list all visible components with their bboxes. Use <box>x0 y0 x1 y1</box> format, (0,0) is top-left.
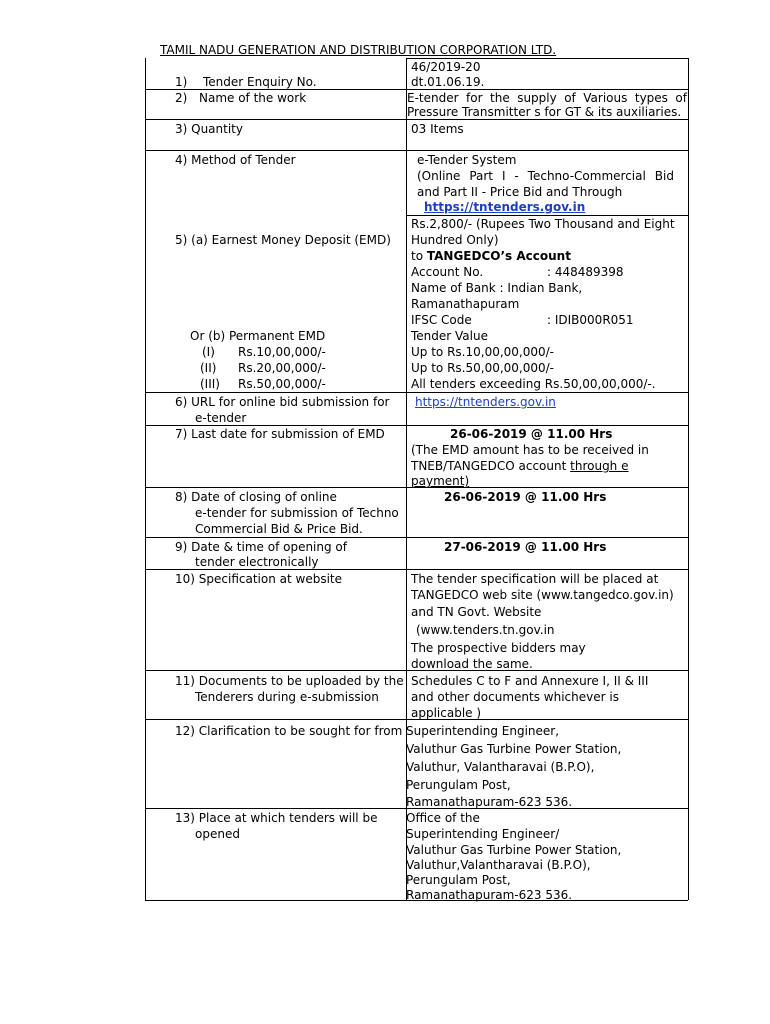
text: through e <box>570 459 629 473</box>
word: E-tender <box>407 91 459 105</box>
row-7-value: (The EMD amount has to be received in <box>411 443 649 457</box>
tender-value-heading: Tender Value <box>411 329 488 343</box>
row-10-value: TANGEDCO web site (www.tangedco.gov.in) <box>411 588 674 602</box>
row-divider <box>145 150 688 151</box>
word: for <box>466 91 483 105</box>
row-2-value <box>407 91 687 105</box>
table-top-line <box>406 58 688 59</box>
row-divider <box>145 569 688 570</box>
text: to <box>411 249 427 263</box>
word: the <box>490 91 510 105</box>
row-10-value: download the same. <box>411 657 533 671</box>
emd-tier-amount: Rs.20,00,000/- <box>238 361 326 375</box>
tender-value-tier: All tenders exceeding Rs.50,00,00,000/-. <box>411 377 656 391</box>
row-10-value: (www.tenders.tn.gov.in <box>416 623 555 637</box>
row-12-label: 12) Clarification to be sought for from <box>175 724 403 738</box>
row-9-label: 9) Date & time of opening of <box>175 540 347 554</box>
row-divider <box>145 119 688 120</box>
row-10-value: The tender specification will be placed at <box>411 572 659 586</box>
document-title: TAMIL NADU GENERATION AND DISTRIBUTION CORPORATION LTD. <box>160 43 557 57</box>
word: supply <box>517 91 557 105</box>
row-6-label: e-tender <box>195 411 247 425</box>
row-13-label: opened <box>195 827 240 841</box>
row-6-label: 6) URL for online bid submission for <box>175 395 390 409</box>
emd-tier-number: (III) <box>200 377 220 391</box>
row-4-value: and Part II - Price Bid and Through <box>417 185 623 199</box>
row-2-value: Pressure Transmitter s for GT & its auxiliaries. <box>407 105 682 119</box>
emd-tier-number: (II) <box>200 361 217 375</box>
row-13-value: Valuthur,Valantharavai (B.P.O), <box>406 858 591 872</box>
row-1-value: dt.01.06.19. <box>411 75 485 89</box>
row-12-value: Ramanathapuram-623 536. <box>406 795 573 809</box>
row-10-label: 10) Specification at website <box>175 572 342 586</box>
word: Techno-Commercial <box>527 169 646 183</box>
row-4-label: 4) Method of Tender <box>175 153 296 167</box>
row-11-value: and other documents whichever is <box>411 690 619 704</box>
row-11-label: Tenderers during e-submission <box>195 690 379 704</box>
row-13-value: Valuthur Gas Turbine Power Station, <box>406 843 622 857</box>
table-border-right <box>688 58 689 900</box>
row-2-label: Name of the work <box>199 91 307 105</box>
row-11-value: applicable ) <box>411 706 482 720</box>
word: I <box>501 169 506 183</box>
row-7-value <box>411 459 629 473</box>
closing-date: 26-06-2019 @ 11.00 Hrs <box>444 490 607 504</box>
row-divider <box>145 537 688 538</box>
word: - <box>514 169 519 183</box>
row-7-value: payment) <box>411 474 470 488</box>
row-13-value: Ramanathapuram-623 536. <box>406 888 573 902</box>
row-9-label: tender electronically <box>195 555 319 569</box>
word: of <box>675 91 687 105</box>
tender-value-tier: Up to Rs.50,00,00,000/- <box>411 361 555 375</box>
row-1-label: Tender Enquiry No. <box>203 75 317 89</box>
word: of <box>564 91 576 105</box>
row-5-value: Rs.2,800/- (Rupees Two Thousand and Eight <box>411 217 675 231</box>
row-13-value: Office of the <box>406 811 480 825</box>
row-12-value: Perungulam Post, <box>406 778 511 792</box>
row-11-value: Schedules C to F and Annexure I, II & III <box>411 674 649 688</box>
word: Bid <box>654 169 674 183</box>
row-4-value: e-Tender System <box>417 153 517 167</box>
emd-tier-amount: Rs.10,00,000/- <box>238 345 326 359</box>
row-10-value: The prospective bidders may <box>411 641 586 655</box>
row-11-label: 11) Documents to be uploaded by the <box>175 674 404 688</box>
bank-name: Name of Bank : Indian Bank, <box>411 281 583 295</box>
row-1-number: 1) <box>175 75 188 89</box>
ifsc-value: : IDIB000R051 <box>547 313 634 327</box>
emd-tier-amount: Rs.50,00,000/- <box>238 377 326 391</box>
opening-date: 27-06-2019 @ 11.00 Hrs <box>444 540 607 554</box>
row-1-value: 46/2019-20 <box>411 60 481 74</box>
row-5-value: Hundred Only) <box>411 233 499 247</box>
row-divider <box>406 215 688 216</box>
word: types <box>634 91 668 105</box>
row-13-value: Perungulam Post, <box>406 873 511 887</box>
row-5-label: 5) (a) Earnest Money Deposit (EMD) <box>175 233 391 247</box>
row-13-label: 13) Place at which tenders will be <box>175 811 378 825</box>
row-12-value: Superintending Engineer, <box>406 724 560 738</box>
table-border-left <box>145 58 146 900</box>
row-divider <box>145 425 688 426</box>
row-7-label: 7) Last date for submission of EMD <box>175 427 385 441</box>
row-8-label: 8) Date of closing of online <box>175 490 337 504</box>
emd-deadline: 26-06-2019 @ 11.00 Hrs <box>450 427 613 441</box>
tntenders-url-link[interactable]: https://tntenders.gov.in <box>415 395 556 409</box>
row-5-account-line <box>411 249 571 263</box>
word: (Online <box>417 169 461 183</box>
tntenders-link[interactable]: https://tntenders.gov.in <box>424 200 586 214</box>
row-8-label: e-tender for submission of Techno <box>195 506 399 520</box>
row-12-value: Valuthur, Valantharavai (B.P.O), <box>406 760 595 774</box>
bank-branch: Ramanathapuram <box>411 297 520 311</box>
row-10-value: and TN Govt. Website <box>411 605 542 619</box>
account-name: TANGEDCO’s Account <box>426 249 571 263</box>
tender-value-tier: Up to Rs.10,00,00,000/- <box>411 345 555 359</box>
ifsc-label: IFSC Code <box>411 313 472 327</box>
account-number-value: : 448489398 <box>547 265 624 279</box>
row-4-value <box>417 169 674 183</box>
permanent-emd-label: Or (b) Permanent EMD <box>190 329 326 343</box>
row-12-value: Valuthur Gas Turbine Power Station, <box>406 742 622 756</box>
row-divider <box>145 392 688 393</box>
row-3-value: 03 Items <box>411 122 464 136</box>
word: Part <box>469 169 494 183</box>
row-13-value: Superintending Engineer/ <box>406 827 560 841</box>
word: Various <box>583 91 628 105</box>
account-number-label: Account No. <box>411 265 484 279</box>
text: TNEB/TANGEDCO account <box>411 459 571 473</box>
row-8-label: Commercial Bid & Price Bid. <box>195 522 363 536</box>
row-3-label: 3) Quantity <box>175 122 243 136</box>
emd-tier-number: (I) <box>202 345 215 359</box>
row-divider <box>145 89 688 90</box>
row-2-number: 2) <box>175 91 188 105</box>
